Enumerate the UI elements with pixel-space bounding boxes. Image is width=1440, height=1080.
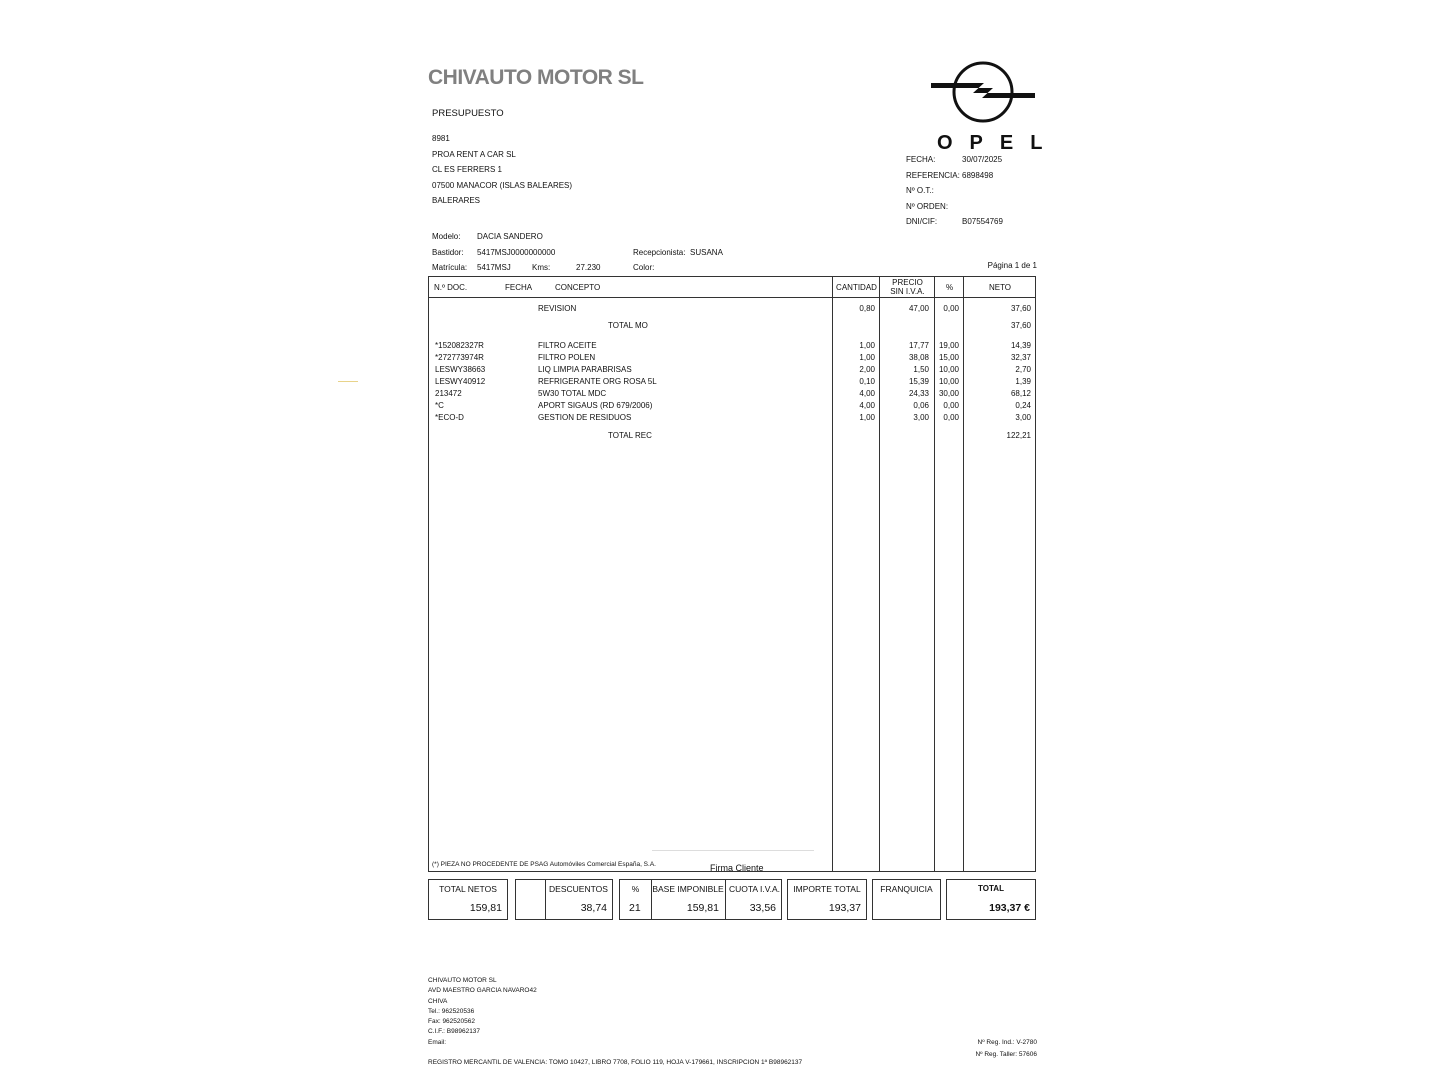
line-cantidad: 0,80	[859, 304, 875, 313]
line-cantidad: 1,00	[859, 413, 875, 422]
col-concepto: CONCEPTO	[555, 283, 601, 292]
recepcionista-value: SUSANA	[690, 248, 723, 257]
total-box	[946, 879, 1036, 920]
page-counter: Página 1 de 1	[987, 261, 1037, 270]
referencia-value: 6898498	[962, 170, 994, 180]
pct-label: %	[631, 884, 640, 894]
reg-industrial: Nº Reg. Ind.: V-2780	[977, 1039, 1037, 1046]
line-concept: GESTION DE RESIDUOS	[538, 413, 632, 422]
descuentos-box	[515, 879, 613, 920]
referencia-label: REFERENCIA:	[906, 170, 960, 180]
pieza-note: (*) PIEZA NO PROCEDENTE DE PSAG Automóviles Comercial España, S.A.	[432, 861, 656, 868]
franquicia-box	[872, 879, 941, 920]
line-cantidad: 0,10	[859, 377, 875, 386]
total-value: 193,37 €	[989, 902, 1030, 914]
line-pct: 30,00	[938, 389, 959, 398]
dni-label: DNI/CIF:	[906, 217, 938, 226]
line-precio: 3,00	[913, 413, 929, 422]
company-name: CHIVAUTO MOTOR SL	[428, 66, 644, 89]
line-pct: 0,00	[943, 304, 959, 313]
signature-line	[652, 850, 814, 851]
client-address: CL ES FERRERS 1	[432, 165, 502, 174]
line-concept: APORT SIGAUS (RD 679/2006)	[538, 401, 653, 410]
modelo-value: DACIA SANDERO	[477, 232, 543, 241]
kms-value: 27.230	[576, 263, 601, 272]
line-pct: 0,00	[943, 413, 959, 422]
importe-label: IMPORTE TOTAL	[793, 884, 861, 894]
line-precio: 38,08	[908, 353, 929, 362]
line-concept: REVISION	[538, 304, 577, 313]
col-pct: %	[945, 283, 954, 292]
registro-mercantil: REGISTRO MERCANTIL DE VALENCIA: TOMO 10427, LIBRO 7708, FOLIO 119, HOJA V-179661, INSCRIPCION 1ª B98962137	[428, 1059, 803, 1066]
bastidor-label: Bastidor:	[432, 248, 464, 257]
dni-value: B07554769	[962, 217, 1003, 226]
client-block	[432, 134, 572, 212]
line-cantidad: 4,00	[859, 389, 875, 398]
footer-city: CHIVA	[428, 997, 448, 1005]
client-name: PROA RENT A CAR SL	[432, 149, 516, 159]
firma-cliente: Firma Cliente	[710, 863, 764, 873]
line-concept: FILTRO POLEN	[538, 353, 596, 362]
line-neto: 3,00	[1015, 413, 1031, 422]
total-rec-value: 122,21	[1006, 431, 1031, 440]
line-concept: REFRIGERANTE ORG ROSA 5L	[538, 377, 657, 386]
base-label: BASE IMPONIBLE	[652, 884, 724, 894]
opel-logo	[927, 58, 1060, 154]
matricula-label: Matrícula:	[432, 263, 468, 272]
line-neto: 37,60	[1010, 304, 1031, 313]
descuentos-label: DESCUENTOS	[549, 884, 608, 894]
line-neto: 32,37	[1010, 353, 1031, 362]
total-label: TOTAL	[978, 884, 1004, 893]
line-precio: 47,00	[908, 304, 929, 313]
footer-address: AVD MAESTRO GARCIA NAVARO42	[428, 987, 537, 995]
brand-wordmark: OPEL	[937, 132, 1060, 154]
col-neto: NETO	[988, 283, 1012, 292]
cuota-label: CUOTA I.V.A.	[728, 884, 781, 894]
total-netos-label: TOTAL NETOS	[439, 884, 497, 894]
footer-cif: C.I.F.: B98962137	[428, 1028, 481, 1036]
footer-company	[428, 977, 537, 1049]
line-cantidad: 1,00	[859, 353, 875, 362]
descuentos-value: 38,74	[580, 902, 607, 914]
total-mo-value: 37,60	[1010, 321, 1031, 330]
line-ref: *C	[435, 401, 444, 410]
col-fecha: FECHA	[505, 283, 533, 292]
kms-label: Kms:	[532, 263, 551, 272]
col-precio-line2: SIN I.V.A.	[890, 287, 925, 296]
fecha-value: 30/07/2025	[962, 155, 1003, 164]
line-precio: 15,39	[908, 377, 929, 386]
color-label: Color:	[633, 263, 655, 272]
line-cantidad: 4,00	[859, 401, 875, 410]
line-cantidad: 1,00	[859, 341, 875, 350]
modelo-label: Modelo:	[432, 232, 461, 241]
line-ref: *152082327R	[435, 341, 484, 350]
base-value: 159,81	[686, 902, 719, 914]
total-mo-label: TOTAL MO	[608, 321, 648, 330]
cuota-value: 33,56	[749, 902, 776, 914]
col-cantidad: CANTIDAD	[836, 283, 877, 292]
col-precio	[880, 278, 935, 296]
matricula-value: 5417MSJ	[477, 263, 511, 272]
client-region: BALERARES	[432, 196, 481, 205]
footer-email: Email:	[428, 1038, 447, 1046]
total-netos-value: 159,81	[469, 902, 502, 914]
footer-fax: Fax: 962520562	[428, 1018, 475, 1026]
line-neto: 1,39	[1015, 377, 1031, 386]
line-concept: FILTRO ACEITE	[538, 341, 597, 350]
line-precio: 17,77	[908, 341, 929, 350]
importe-total-box	[787, 879, 867, 920]
pct-value: 21	[629, 902, 641, 914]
footer-tel: Tel.: 962520536	[428, 1007, 475, 1015]
orden-label: Nº ORDEN:	[906, 201, 949, 211]
iva-box	[619, 879, 782, 920]
bastidor-value: 5417MSJ0000000000	[477, 248, 556, 257]
line-pct: 10,00	[938, 377, 959, 386]
line-precio: 0,06	[913, 401, 929, 410]
line-neto: 68,12	[1010, 389, 1031, 398]
line-concept: LIQ LIMPIA PARABRISAS	[538, 365, 632, 374]
table-header	[429, 277, 1035, 298]
stray-mark	[338, 381, 358, 382]
line-neto: 2,70	[1015, 365, 1031, 374]
col-precio-line1: PRECIO	[892, 278, 923, 287]
franquicia-label: FRANQUICIA	[880, 884, 933, 894]
line-ref: 213472	[435, 389, 462, 398]
reg-taller: Nº Reg. Taller: 57606	[975, 1051, 1037, 1058]
line-pct: 15,00	[938, 353, 959, 362]
document-type: PRESUPUESTO	[432, 108, 504, 119]
col-ndoc: N.º DOC.	[434, 283, 468, 292]
document-meta	[906, 155, 1003, 233]
footer-name: CHIVAUTO MOTOR SL	[428, 977, 497, 984]
line-ref: *ECO-D	[435, 413, 464, 422]
line-precio: 1,50	[913, 365, 929, 374]
lines-table	[428, 276, 1036, 872]
line-precio: 24,33	[908, 389, 929, 398]
line-pct: 0,00	[943, 401, 959, 410]
client-code: 8981	[432, 134, 450, 143]
total-rec-label: TOTAL REC	[608, 431, 652, 440]
line-ref: LESWY40912	[435, 377, 486, 386]
importe-value: 193,37	[828, 902, 861, 914]
recepcionista-label: Recepcionista:	[633, 248, 686, 257]
line-pct: 19,00	[938, 341, 959, 350]
line-ref: LESWY38663	[435, 365, 486, 374]
ot-label: Nº O.T.:	[906, 186, 934, 195]
fecha-label: FECHA:	[906, 155, 936, 164]
line-pct: 10,00	[938, 365, 959, 374]
line-ref: *272773974R	[435, 353, 484, 362]
line-neto: 0,24	[1015, 401, 1031, 410]
line-neto: 14,39	[1010, 341, 1031, 350]
client-city: 07500 MANACOR (ISLAS BALEARES)	[432, 180, 573, 190]
line-concept: 5W30 TOTAL MDC	[538, 389, 607, 398]
total-netos-box	[428, 879, 508, 920]
line-cantidad: 2,00	[859, 365, 875, 374]
